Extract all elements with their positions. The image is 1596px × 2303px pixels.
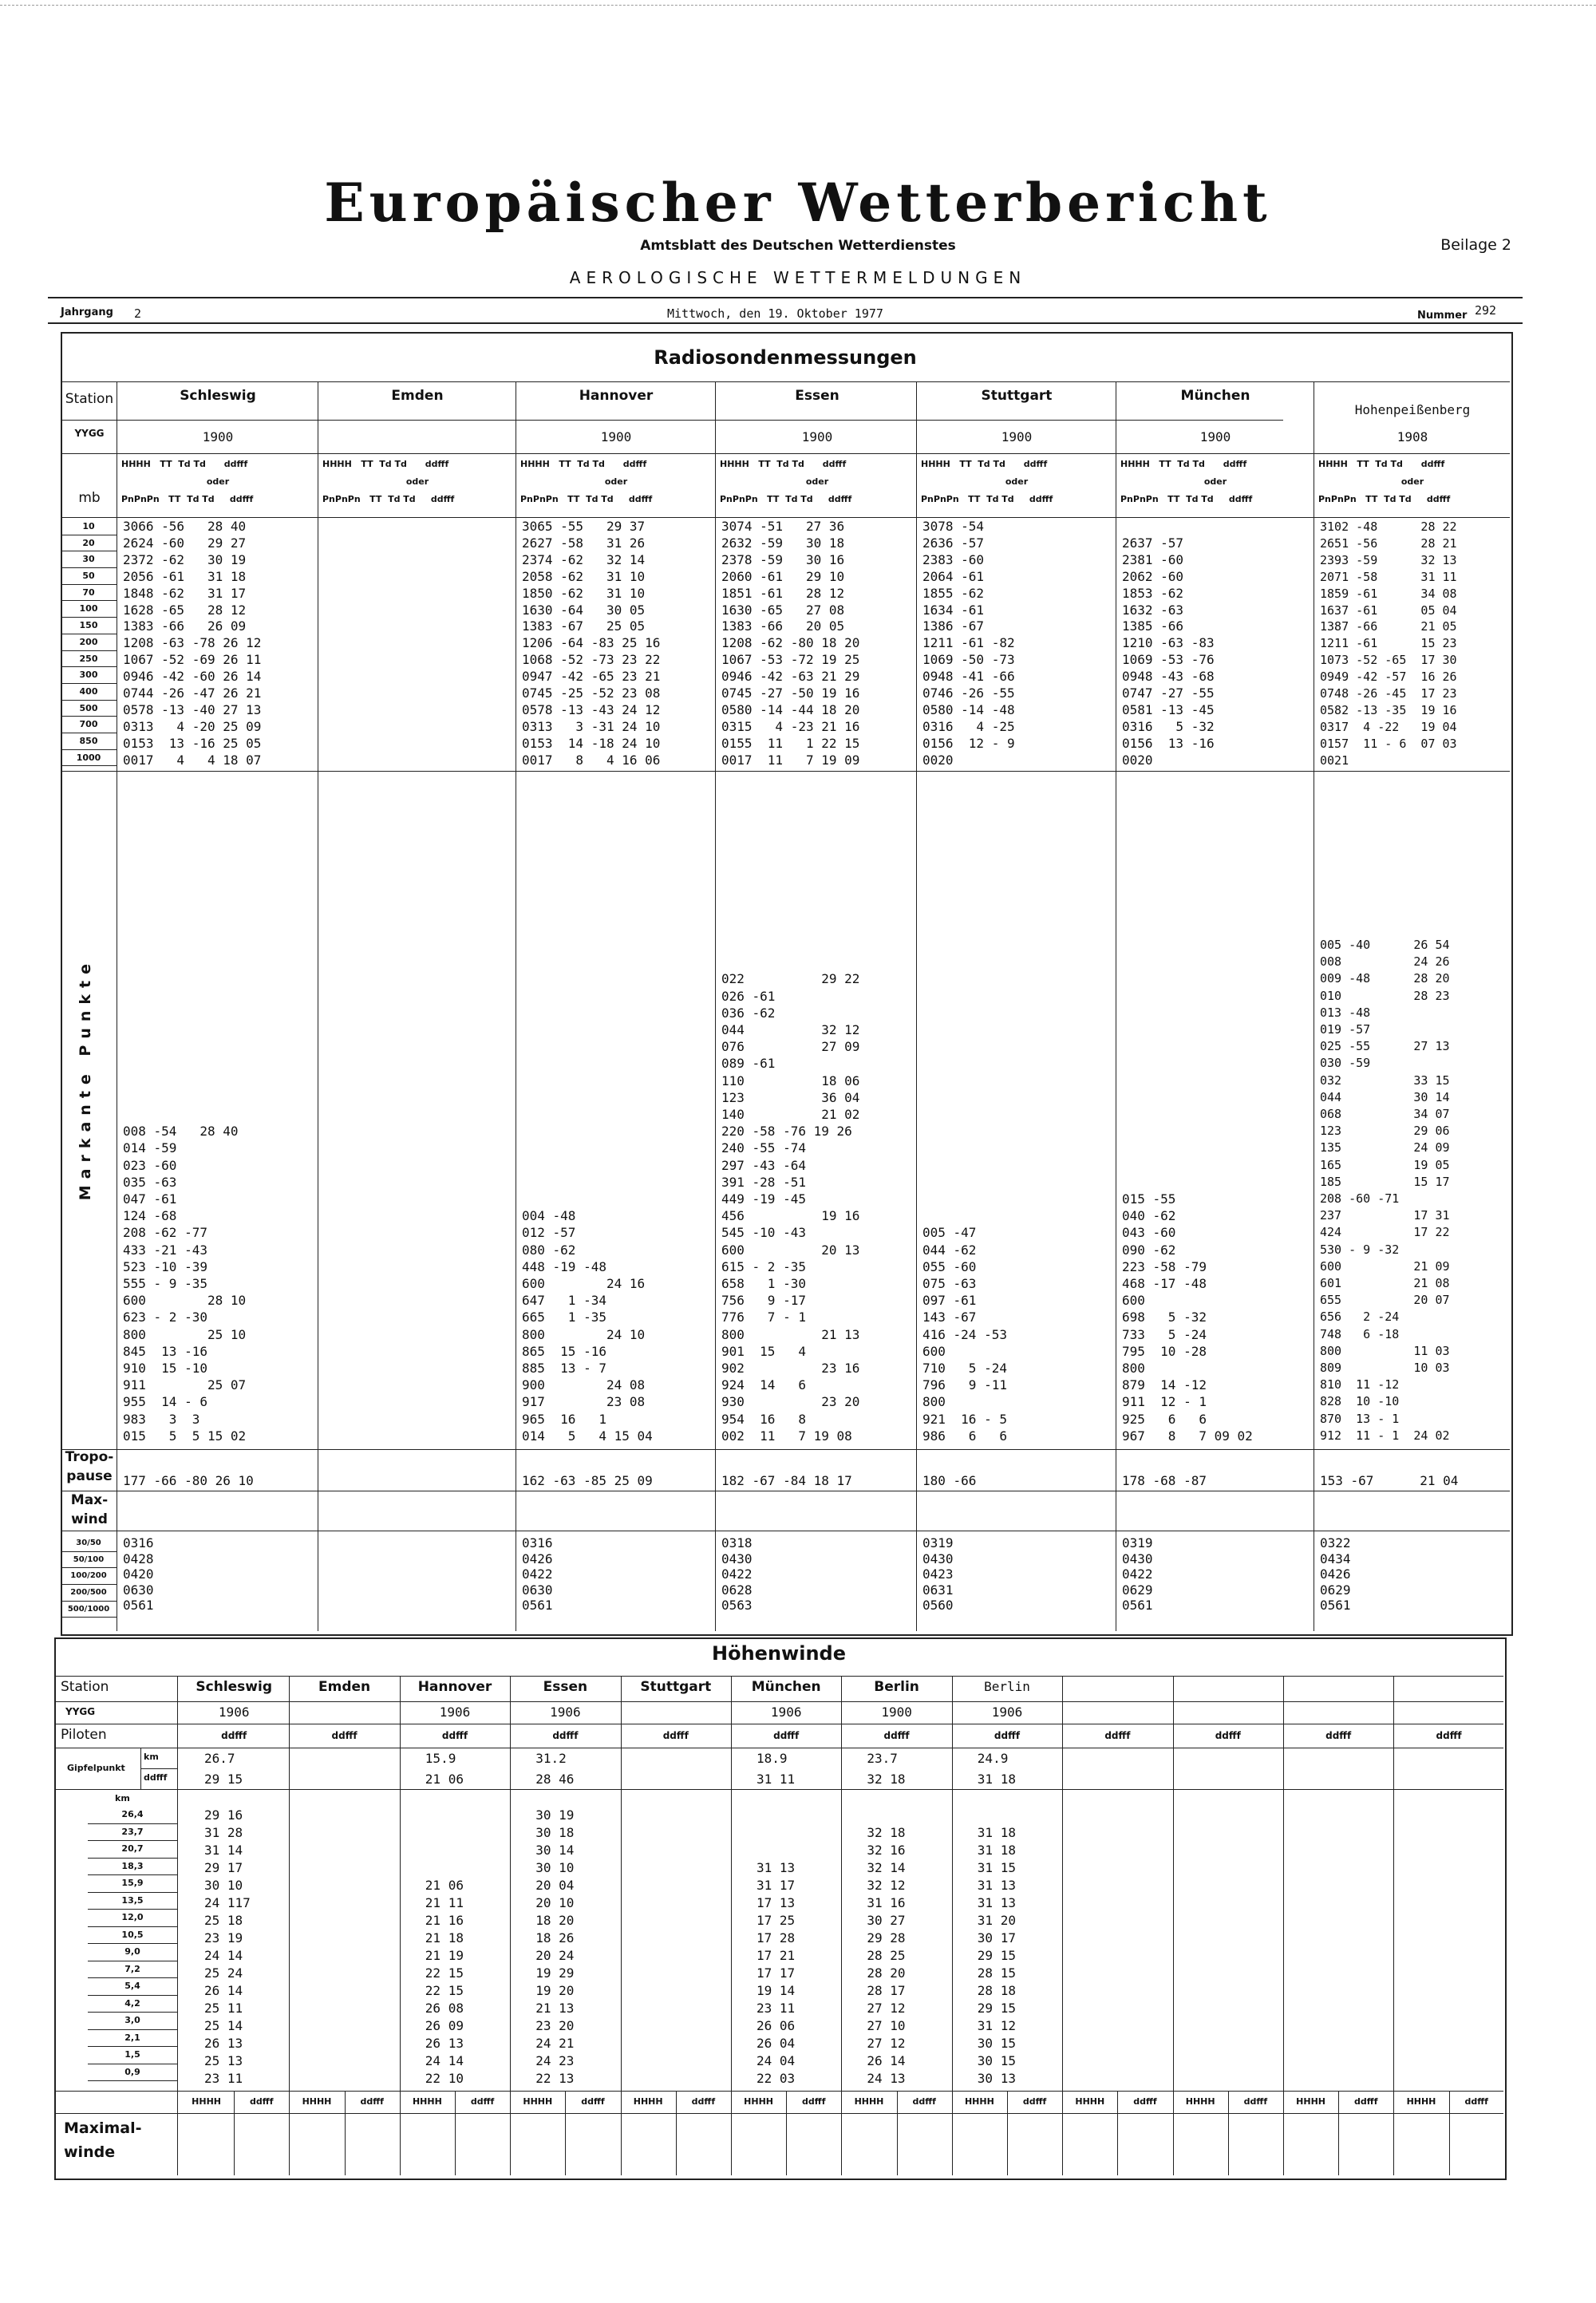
- km-level-10: 5,4: [88, 1978, 177, 1996]
- hl-heads-top: [62, 453, 1510, 454]
- hoehenwinde-title: Höhenwinde: [712, 1642, 846, 1665]
- km-level-12: 3,0: [88, 2013, 177, 2030]
- main-levels-6: 3102 -48 28 22 2651 -56 28 21 2393 -59 32 13 2071 -58 31 11 1859 -61 34 08 1637 -61 05 04 1387 -66 21 05 1211 -61 15 23 1073 -52 -65 17 30 0949 -42 -57 16 26 0748 -26 -45 17 23 0582 -13 -35 19 16 0317 4 -22 19 04 0157 11 - 6 07 03 0021: [1320, 519, 1457, 768]
- shear-level-2: 100/200: [61, 1568, 117, 1585]
- hw-gipfel-mid: [140, 1768, 177, 1769]
- radiosonde-title: Radiosondenmessungen: [654, 346, 917, 369]
- shear-level-3: 200/500: [61, 1585, 117, 1602]
- km-level-8: 9,0: [88, 1944, 177, 1961]
- hw-gipfel-dd-3: 28 46: [535, 1772, 575, 1787]
- hw-ddfff-head-11: ddfff: [1436, 1730, 1462, 1741]
- main-levels-2: 3065 -55 29 37 2627 -58 31 26 2374 -62 32 14 2058 -62 31 10 1850 -62 31 10 1630 -64 30 05 1383 -67 25 05 1206 -64 -83 25 16 1068 -52 -73 23 22 0947 -42 -65 23 21 0745 -25 -52 23 08 0578 -13 -43 24 12 0313 3 -31 24 10 0153 14 -18 24 10 0017 8 4 16 06: [522, 519, 661, 768]
- hw-max-hhhh-7: HHHH: [964, 2096, 994, 2107]
- level-30: 30: [61, 551, 117, 568]
- nummer-value: 292: [1475, 303, 1497, 318]
- vl-4: [916, 381, 917, 1631]
- shear-level-4: 500/1000: [61, 1602, 117, 1618]
- pressure-levels: [61, 519, 117, 766]
- yygg-0: 1900: [202, 429, 234, 444]
- tropo-5: 178 -68 -87: [1122, 1473, 1207, 1488]
- hw-max-ddfff-5: ddfff: [802, 2096, 826, 2107]
- hw-yygg-5: 1906: [770, 1705, 802, 1720]
- hw-max-hhhh-3: HHHH: [523, 2096, 553, 2107]
- station-name-3: Essen: [795, 388, 839, 404]
- hw-ddfff-head-9: ddfff: [1215, 1730, 1241, 1741]
- hw-station-6: Berlin: [874, 1679, 919, 1695]
- hl-yygg-top: [62, 420, 1283, 421]
- main-levels-5: 2637 -57 2381 -60 2062 -60 1853 -62 1632 -63 1385 -66 1210 -63 -83 1069 -53 -76 0948 -43 -68 0747 -27 -55 0581 -13 -45 0316 5 -32 0156 13 -16 0020: [1122, 535, 1215, 768]
- hw-winds-0: 29 16 31 28 31 14 29 17 30 10 24 117 25 18 23 19 24 14 25 24 26 14 25 11 25 14 26 13 25 13 23 11: [204, 1807, 251, 2086]
- shear-levels: [61, 1535, 117, 1618]
- level-500: 500: [61, 701, 117, 717]
- station-label: Station: [65, 391, 114, 407]
- km-level-7: 10,5: [88, 1927, 177, 1945]
- hw-winds-2: 21 06 21 11 21 16 21 18 21 19 22 15 22 15 26 08 26 09 26 13 24 14 22 10: [425, 1878, 464, 2086]
- hw-max-ddfff-4: ddfff: [691, 2096, 716, 2107]
- hw-max-ddfff-6: ddfff: [912, 2096, 936, 2107]
- shear-6: 0322 0434 0426 0629 0561: [1320, 1535, 1351, 1613]
- hw-gipfel-km-label: km: [144, 1752, 159, 1762]
- colhead-c-2: PnPnPn TT Td Td ddfff: [520, 494, 653, 504]
- hw-gipfel-km-5: 18.9: [757, 1751, 788, 1766]
- tropo-3: 182 -67 -84 18 17: [721, 1473, 852, 1488]
- hw-maxwinde-label: Maximal- winde: [64, 2119, 142, 2161]
- hw-max-ddfff-11: ddfff: [1464, 2096, 1488, 2107]
- shear-2: 0316 0426 0422 0630 0561: [522, 1535, 553, 1613]
- km-level-14: 1,5: [88, 2047, 177, 2064]
- hw-winds-6: 32 18 32 16 32 14 32 12 31 16 30 27 29 28 28 25 28 20 28 17 27 12 27 10 27 12 26 14 24 13: [867, 1825, 906, 2086]
- issue-date: Mittwoch, den 19. Oktober 1977: [667, 306, 883, 321]
- km-level-0: 26,4: [88, 1807, 177, 1824]
- hw-ddfff-head-6: ddfff: [883, 1730, 910, 1741]
- hw-yygg-7: 1906: [991, 1705, 1023, 1720]
- colhead-a-0: HHHH TT Td Td ddfff: [121, 459, 248, 469]
- hw-winds-5: 31 13 31 17 17 13 17 25 17 28 17 21 17 17 19 14 23 11 26 06 26 04 24 04 22 03: [757, 1860, 796, 2086]
- colhead-b-4: oder: [1005, 476, 1029, 487]
- hw-yygg-3: 1906: [550, 1705, 581, 1720]
- tropo-0: 177 -66 -80 26 10: [123, 1473, 254, 1488]
- yygg-6: 1908: [1396, 429, 1428, 444]
- main-levels-4: 3078 -54 2636 -57 2383 -60 2064 -61 1855 -62 1634 -61 1386 -67 1211 -61 -82 1069 -50 -73 0948 -41 -66 0746 -26 -55 0580 -14 -48 0316 4 -25 0156 12 - 9 0020: [922, 519, 1015, 768]
- page-top-rule: [0, 5, 1596, 6]
- km-level-1: 23,7: [88, 1824, 177, 1842]
- km-level-15: 0,9: [88, 2064, 177, 2082]
- level-100: 100: [61, 601, 117, 618]
- section-title: AEROLOGISCHE WETTERMELDUNGEN: [569, 268, 1027, 287]
- hl-tropo-top: [62, 1449, 1510, 1450]
- shear-5: 0319 0430 0422 0629 0561: [1122, 1535, 1153, 1613]
- level-70: 70: [61, 585, 117, 602]
- level-20: 20: [61, 535, 117, 552]
- yygg-label: YYGG: [74, 428, 105, 439]
- hw-max-hhhh-9: HHHH: [1185, 2096, 1215, 2107]
- hw-hl-1: [56, 1676, 1503, 1677]
- hw-max-ddfff-2: ddfff: [470, 2096, 495, 2107]
- hw-station-label: Station: [61, 1679, 109, 1695]
- colhead-c-4: PnPnPn TT Td Td ddfff: [921, 494, 1053, 504]
- hw-max-hhhh-4: HHHH: [633, 2096, 663, 2107]
- nummer-label: Nummer: [1417, 310, 1468, 322]
- station-name-1: Emden: [391, 388, 444, 404]
- header-rule-top: [48, 297, 1523, 298]
- mark-points-2: 004 -48 012 -57 080 -62 448 -19 -48 600 24 16 647 1 -34 665 1 -35 800 24 10 865 15 -16 885 13 - 7 900 24 08 917 23 08 965 16 1 014 5 4 15 04: [522, 1208, 653, 1444]
- colhead-a-6: HHHH TT Td Td ddfff: [1318, 459, 1445, 469]
- hw-station-4: Stuttgart: [640, 1679, 712, 1695]
- colhead-b-0: oder: [206, 476, 230, 487]
- hl-mark-top: [62, 771, 1510, 772]
- colhead-a-3: HHHH TT Td Td ddfff: [720, 459, 847, 469]
- hw-max-ddfff-7: ddfff: [1022, 2096, 1047, 2107]
- level-250: 250: [61, 651, 117, 668]
- hw-gipfel-dd-7: 31 18: [977, 1772, 1016, 1787]
- station-name-0: Schleswig: [180, 388, 256, 404]
- hw-gipfel-dd-5: 31 11: [757, 1772, 796, 1787]
- colhead-c-6: PnPnPn TT Td Td ddfff: [1318, 494, 1451, 504]
- hw-vl-label: [177, 1676, 178, 2175]
- hw-max-hhhh-0: HHHH: [192, 2096, 221, 2107]
- level-850: 850: [61, 733, 117, 750]
- page-subtitle: Amtsblatt des Deutschen Wetterdienstes: [640, 238, 956, 254]
- mark-points-0: 008 -54 28 40 014 -59 023 -60 035 -63 047 -61 124 -68 208 -62 -77 433 -21 -43 523 -10 -39 555 - 9 -35 600 28 10 623 - 2 -30 800 25 10 845 13 -16 910 15 -10 911 25 07 955 14 - 6 983 3 3 015 5 5 15 02: [123, 1124, 247, 1444]
- hw-max-hhhh-5: HHHH: [744, 2096, 773, 2107]
- level-200: 200: [61, 634, 117, 651]
- hw-ddfff-head-1: ddfff: [331, 1730, 358, 1741]
- hw-winds-3: 30 19 30 18 30 14 30 10 20 04 20 10 18 20 18 26 20 24 19 29 19 20 21 13 23 20 24 21 24 23 22 13: [535, 1807, 575, 2086]
- hl-levels-top: [62, 517, 1510, 518]
- hl-stations-top: [62, 381, 1510, 382]
- colhead-a-4: HHHH TT Td Td ddfff: [921, 459, 1048, 469]
- colhead-a-5: HHHH TT Td Td ddfff: [1120, 459, 1247, 469]
- km-level-4: 15,9: [88, 1875, 177, 1893]
- yygg-3: 1900: [801, 429, 833, 444]
- hw-piloten-label: Piloten: [61, 1727, 107, 1743]
- main-levels-0: 3066 -56 28 40 2624 -60 29 27 2372 -62 30 19 2056 -61 31 18 1848 -62 31 17 1628 -65 28 12 1383 -66 26 09 1208 -63 -78 26 12 1067 -52 -69 26 11 0946 -42 -60 26 14 0744 -26 -47 26 21 0578 -13 -40 27 13 0313 4 -20 25 09 0153 13 -16 25 05 0017 4 4 18 07: [123, 519, 262, 768]
- hw-max-hhhh-6: HHHH: [854, 2096, 884, 2107]
- hw-station-0: Schleswig: [196, 1679, 272, 1695]
- hw-ddfff-head-0: ddfff: [221, 1730, 247, 1741]
- colhead-b-2: oder: [604, 476, 628, 487]
- hw-max-ddfff-3: ddfff: [581, 2096, 605, 2107]
- hw-hl-2: [56, 1701, 1503, 1702]
- station-name-5: München: [1180, 388, 1250, 404]
- shear-4: 0319 0430 0423 0631 0560: [922, 1535, 954, 1613]
- hw-hl-6: [56, 2091, 1503, 2092]
- colhead-c-5: PnPnPn TT Td Td ddfff: [1120, 494, 1253, 504]
- maxwind-label: Max- wind: [70, 1492, 109, 1527]
- mark-label: [70, 958, 102, 1200]
- hw-ddfff-head-2: ddfff: [441, 1730, 468, 1741]
- hw-yygg-6: 1900: [881, 1705, 912, 1720]
- mark-points-5: 015 -55 040 -62 043 -60 090 -62 223 -58 -79 468 -17 -48 600 698 5 -32 733 5 -24 795 10 -28 800 879 14 -12 911 12 - 1 925 6 6 967 8 7 09 02: [1122, 1191, 1253, 1444]
- hw-max-ddfff-9: ddfff: [1243, 2096, 1268, 2107]
- hw-gipfel-label: Gipfelpunkt: [67, 1763, 125, 1773]
- level-700: 700: [61, 717, 117, 733]
- hw-ddfff-head-5: ddfff: [773, 1730, 800, 1741]
- hw-gipfel-dd-2: 21 06: [425, 1772, 464, 1787]
- mark-points-4: 005 -47 044 -62 055 -60 075 -63 097 -61 143 -67 416 -24 -53 600 710 5 -24 796 9 -11 800 921 16 - 5 986 6 6: [922, 1225, 1007, 1444]
- yygg-4: 1900: [1001, 429, 1033, 444]
- level-50: 50: [61, 568, 117, 585]
- hw-max-ddfff-10: ddfff: [1354, 2096, 1378, 2107]
- tropo-2: 162 -63 -85 25 09: [522, 1473, 653, 1488]
- hw-max-hhhh-10: HHHH: [1296, 2096, 1325, 2107]
- mb-label: mb: [78, 490, 101, 506]
- hw-km-head: km: [115, 1793, 130, 1803]
- mark-label-text: Markante Punkte: [77, 958, 94, 1201]
- hw-yygg-label: YYGG: [65, 1706, 96, 1717]
- hw-gipfel-km-2: 15.9: [425, 1751, 456, 1766]
- page-title: Europäischer Wetterbericht: [324, 172, 1272, 234]
- hw-gipfel-dd-label: ddfff: [144, 1772, 168, 1783]
- vl-3: [715, 381, 716, 1631]
- hw-max-ddfff-0: ddfff: [250, 2096, 274, 2107]
- hw-station-1: Emden: [318, 1679, 371, 1695]
- hw-max-hhhh-8: HHHH: [1075, 2096, 1105, 2107]
- hw-station-7: Berlin: [984, 1679, 1030, 1694]
- tropo-label: Tropo- pause: [65, 1449, 114, 1484]
- jahrgang-value: 2: [134, 306, 142, 321]
- hw-gipfel-km-3: 31.2: [535, 1751, 567, 1766]
- hw-hl-5: [56, 1789, 1503, 1790]
- km-level-13: 2,1: [88, 2030, 177, 2048]
- hw-station-5: München: [751, 1679, 821, 1695]
- hw-ddfff-head-7: ddfff: [994, 1730, 1021, 1741]
- colhead-a-1: HHHH TT Td Td ddfff: [322, 459, 449, 469]
- hw-winds-7: 31 18 31 18 31 15 31 13 31 13 31 20 30 17 29 15 28 15 28 18 29 15 31 12 30 15 30 15 30 13: [977, 1825, 1016, 2086]
- hw-max-hhhh-1: HHHH: [302, 2096, 332, 2107]
- level-400: 400: [61, 684, 117, 701]
- colhead-b-6: oder: [1400, 476, 1424, 487]
- mark-points-3: 022 29 22 026 -61 036 -62 044 32 12 076 27 09 089 -61 110 18 06 123 36 04 140 21 02 220 -58 -76 19 26 240 -55 -74 297 -43 -64 391 -28 -51 449 -19 -45 456 19 16 545 -10 -43 600 20 13 615 - 2 -35 658 1 -30 756 9 -17 776 7 - 1 800 21 13 901 15 4 902 23 16 924 14 6 930 23 20 954 16 8 002 11 7 19 08: [721, 971, 860, 1444]
- tropo-6: 153 -67 21 04: [1320, 1473, 1459, 1488]
- shear-3: 0318 0430 0422 0628 0563: [721, 1535, 753, 1613]
- header-rule-bottom: [48, 322, 1523, 324]
- km-level-3: 18,3: [88, 1859, 177, 1876]
- yygg-2: 1900: [600, 429, 632, 444]
- hw-max-ddfff-8: ddfff: [1133, 2096, 1157, 2107]
- hw-max-hhhh-11: HHHH: [1406, 2096, 1436, 2107]
- colhead-a-2: HHHH TT Td Td ddfff: [520, 459, 647, 469]
- km-level-6: 12,0: [88, 1910, 177, 1927]
- beilage-label: Beilage 2: [1440, 236, 1511, 254]
- hw-gipfel-km-6: 23.7: [867, 1751, 898, 1766]
- hw-gipfel-km-0: 26.7: [204, 1751, 235, 1766]
- level-1000: 1000: [61, 750, 117, 767]
- tropo-4: 180 -66: [922, 1473, 977, 1488]
- hw-station-2: Hannover: [417, 1679, 492, 1695]
- colhead-c-0: PnPnPn TT Td Td ddfff: [121, 494, 254, 504]
- hw-max-hhhh-2: HHHH: [412, 2096, 442, 2107]
- colhead-c-1: PnPnPn TT Td Td ddfff: [322, 494, 455, 504]
- jahrgang-label: Jahrgang: [61, 306, 113, 318]
- level-10: 10: [61, 519, 117, 535]
- station-name-2: Hannover: [579, 388, 654, 404]
- main-levels-3: 3074 -51 27 36 2632 -59 30 18 2378 -59 30 16 2060 -61 29 10 1851 -61 28 12 1630 -65 27 08 1383 -66 20 05 1208 -62 -80 18 20 1067 -53 -72 19 25 0946 -42 -63 21 29 0745 -27 -50 19 16 0580 -14 -44 18 20 0315 4 -23 21 16 0155 11 1 22 15 0017 11 7 19 09: [721, 519, 860, 768]
- hw-ddfff-head-4: ddfff: [662, 1730, 689, 1741]
- yygg-5: 1900: [1199, 429, 1231, 444]
- km-level-2: 20,7: [88, 1841, 177, 1859]
- hw-gipfel-dd-0: 29 15: [204, 1772, 243, 1787]
- station-name-4: Stuttgart: [981, 388, 1053, 404]
- hw-gipfel-km-7: 24.9: [977, 1751, 1009, 1766]
- hw-ddfff-head-3: ddfff: [552, 1730, 579, 1741]
- hw-gipfel-dd-6: 32 18: [867, 1772, 906, 1787]
- shear-0: 0316 0428 0420 0630 0561: [123, 1535, 154, 1613]
- mark-points-6: 005 -40 26 54 008 24 26 009 -48 28 20 010 28 23 013 -48 019 -57 025 -55 27 13 030 -59 032 33 15 044 30 14 068 34 07 123 29 06 135 24 09 165 19 05 185 15 17 208 -60 -71 237 17 31 424 17 22 530 - 9 -32 600 21 09 601 21 08 655 20 07 656 2 -24 748 6 -18 800 11 03 809 10 03 810 11 -12 828 10 -10 870 13 - 1 912 11 - 1 24 02: [1320, 938, 1450, 1443]
- shear-level-0: 30/50: [61, 1535, 117, 1552]
- colhead-c-3: PnPnPn TT Td Td ddfff: [720, 494, 852, 504]
- hw-max-ddfff-1: ddfff: [360, 2096, 384, 2107]
- hw-station-3: Essen: [543, 1679, 588, 1695]
- hw-yygg-2: 1906: [439, 1705, 471, 1720]
- colhead-b-5: oder: [1203, 476, 1227, 487]
- hw-yygg-0: 1906: [218, 1705, 250, 1720]
- hw-hl-7: [56, 2113, 1503, 2114]
- km-level-11: 4,2: [88, 1996, 177, 2013]
- station-name-6: Hohenpeißenberg: [1354, 402, 1471, 417]
- km-level-5: 13,5: [88, 1893, 177, 1910]
- shear-level-1: 50/100: [61, 1552, 117, 1569]
- level-300: 300: [61, 667, 117, 684]
- hw-ddfff-head-8: ddfff: [1104, 1730, 1131, 1741]
- km-level-9: 7,2: [88, 1961, 177, 1979]
- colhead-b-1: oder: [405, 476, 429, 487]
- hw-km-levels: [88, 1807, 177, 2081]
- level-150: 150: [61, 618, 117, 634]
- hw-ddfff-head-10: ddfff: [1325, 1730, 1352, 1741]
- colhead-b-3: oder: [805, 476, 829, 487]
